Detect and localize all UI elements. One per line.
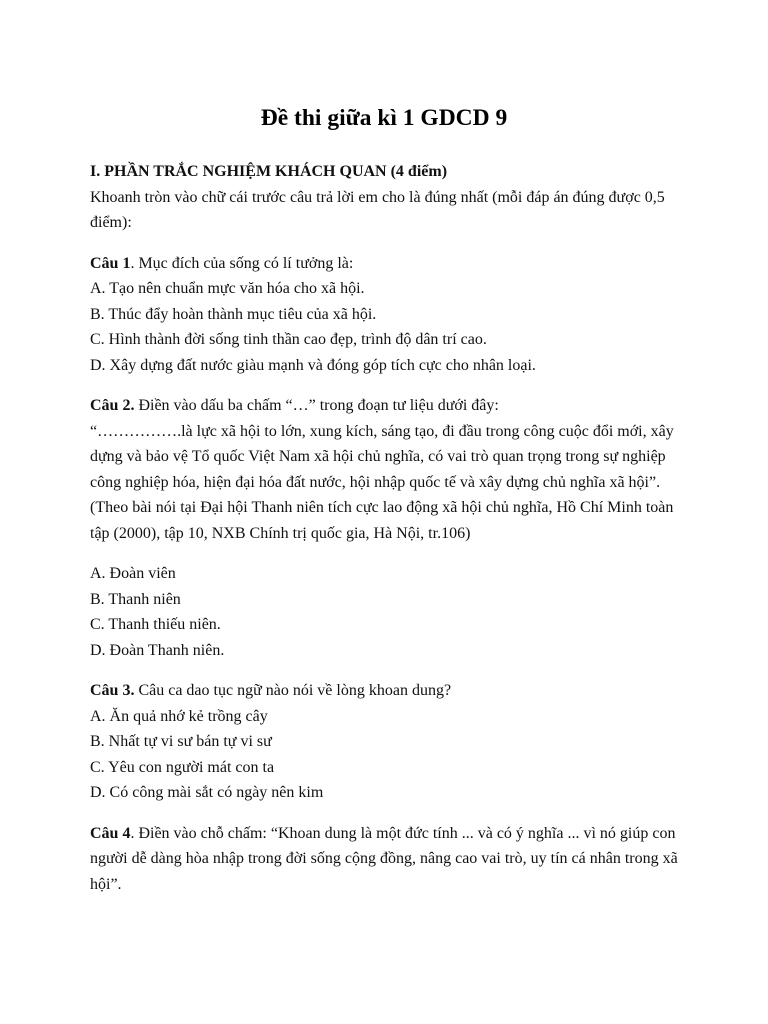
question-1-text: . Mục đích của sống có lí tưởng là: [130, 254, 354, 272]
question-1 [90, 251, 690, 379]
question-3-label: Câu 3. [90, 682, 135, 699]
question-4-label: Câu 4 [90, 824, 131, 842]
question-3 [90, 678, 690, 806]
question-1-option-b: B. Thúc đẩy hoàn thành mục tiêu của xã hội. [90, 305, 377, 323]
question-2-label: Câu 2. [90, 397, 135, 414]
question-3-option-d: D. Có công mài sắt có ngày nên kim [90, 784, 324, 801]
question-2-text: Điền vào dấu ba chấm “…” trong đoạn tư liệu dưới đây: [134, 397, 499, 414]
question-3-option-c: C. Yêu con người mát con ta [90, 758, 275, 776]
question-3-option-a: A. Ăn quả nhớ kẻ trồng cây [90, 707, 268, 725]
question-2-source: (Theo bài nói tại Đại hội Thanh niên tích cực lao động xã hội chủ nghĩa, Hồ Chí Minh toàn tập (2000), tập 10, NXB Chính trị quốc gia, Hà Nội, tr.106) [90, 499, 674, 542]
instruction-text: Khoanh tròn vào chữ cái trước câu trả lời em cho là đúng nhất (mỗi đáp án đúng được 0,5 điểm): [90, 188, 665, 231]
question-2-option-b: B. Thanh niên [90, 590, 181, 608]
spacer [90, 546, 690, 561]
question-2-option-c: C. Thanh thiếu niên. [90, 616, 221, 633]
question-1-label: Câu 1 [90, 254, 131, 272]
section-heading: I. PHẦN TRẮC NGHIỆM KHÁCH QUAN (4 điểm) [90, 163, 448, 180]
question-2-quote: “…………….là lực xã hội to lớn, xung kích, sáng tạo, đi đầu trong công cuộc đổi mới, xây dựng và bảo vệ Tổ quốc Việt Nam xã hội chủ nghĩa, có vai trò quan trọng trong sự nghiệp công nghiệp hóa, hiện đại hóa đất nước, hội nhập quốc tế và xây dựng chủ nghĩa xã hội”. [90, 422, 674, 491]
question-2 [90, 393, 690, 663]
question-4 [90, 821, 690, 898]
question-1-stem [90, 251, 690, 277]
question-3-stem [90, 678, 690, 704]
question-2-option-a: A. Đoàn viên [90, 565, 176, 582]
question-4-text: . Điền vào chỗ chấm: “Khoan dung là một đức tính ... và có ý nghĩa ... vì nó giúp con người dễ dàng hòa nhập trong đời sống cộng đồng, nâng cao vai trò, uy tín cá nhân trong xã hội”. [90, 824, 678, 893]
question-1-option-a: A. Tạo nên chuẩn mực văn hóa cho xã hội. [90, 280, 365, 297]
question-4-stem [90, 821, 690, 898]
question-1-option-d: D. Xây dựng đất nước giàu mạnh và đóng góp tích cực cho nhân loại. [90, 356, 536, 374]
question-2-option-d: D. Đoàn Thanh niên. [90, 641, 225, 659]
question-3-option-b: B. Nhất tự vi sư bán tự vi sư [90, 733, 272, 750]
page-title: Đề thi giữa kì 1 GDCD 9 [260, 105, 508, 131]
question-2-stem [90, 393, 690, 419]
exam-page [90, 0, 690, 897]
question-1-option-c: C. Hình thành đời sống tinh thần cao đẹp, trình độ dân trí cao. [90, 331, 487, 348]
question-3-text: Câu ca dao tục ngữ nào nói về lòng khoan dung? [134, 682, 452, 699]
